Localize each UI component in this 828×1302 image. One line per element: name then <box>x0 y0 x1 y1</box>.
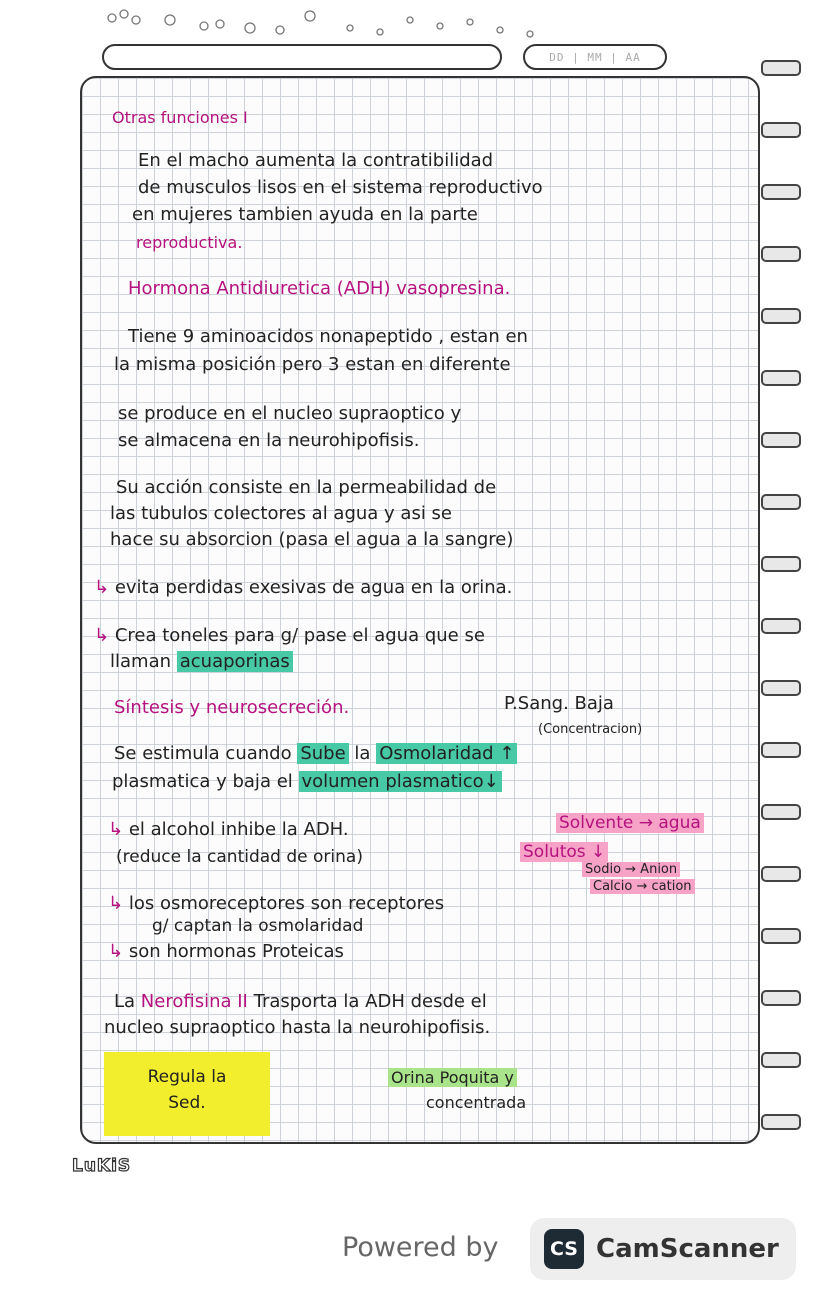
camscanner-name: CamScanner <box>596 1234 779 1264</box>
bullet-text: los osmoreceptores son receptores <box>128 893 445 914</box>
bullet-text: Crea toneles para g/ pase el agua que se <box>114 625 485 646</box>
spiral-ring <box>760 306 804 328</box>
spiral-ring <box>760 430 804 452</box>
spiral-ring <box>760 120 804 142</box>
spiral-ring <box>760 740 804 762</box>
note-line <box>114 743 517 764</box>
bullet-item <box>94 577 512 598</box>
note-line: se produce en el nucleo supraoptico y <box>118 403 462 424</box>
note-line: hace su absorcion (pasa el agua a la sangre) <box>110 529 514 550</box>
bullet-item <box>108 893 444 914</box>
section-title-otras-funciones: Otras funciones I <box>112 108 248 127</box>
spiral-ring <box>760 182 804 204</box>
highlight-calcio: Calcio → cation <box>590 879 695 894</box>
bullet-text: evita perdidas exesivas de agua en la orina. <box>114 577 513 598</box>
sticky-line: Sed. <box>168 1093 206 1113</box>
highlight-sube: Sube <box>297 743 348 764</box>
camscanner-icon: CS <box>544 1229 584 1269</box>
bullet-item <box>94 625 485 646</box>
spiral-ring <box>760 616 804 638</box>
bullet-text: llaman <box>110 651 172 672</box>
note-text: La <box>114 991 136 1012</box>
sticky-note-text <box>104 1064 270 1116</box>
camscanner-badge <box>530 1218 796 1280</box>
spiral-ring <box>760 1112 804 1134</box>
bullet-arrow-icon: ↳ <box>94 625 110 646</box>
bullet-item <box>108 819 349 840</box>
note-text: la <box>354 743 371 764</box>
highlight-solutos: Solutos ↓ <box>520 842 608 862</box>
highlight-osmolaridad: Osmolaridad ↑ <box>376 743 517 764</box>
spiral-ring <box>760 492 804 514</box>
note-line <box>112 771 502 792</box>
spiral-binding <box>760 58 810 1148</box>
note-line: de musculos lisos en el sistema reproductivo <box>138 177 543 198</box>
spiral-ring <box>760 802 804 824</box>
flower-doodles <box>100 6 540 42</box>
note-line: la misma posición pero 3 estan en diferente <box>114 354 511 375</box>
note-text: Trasporta la ADH desde el <box>253 991 487 1012</box>
spiral-ring <box>760 926 804 948</box>
note-line: En el macho aumenta la contratibilidad <box>138 150 494 171</box>
note-text: plasmatica y baja el <box>112 771 293 792</box>
highlight-volumen-plasmatico: volumen plasmatico↓ <box>299 771 502 792</box>
note-sodio <box>582 862 680 877</box>
note-nerofisina: Nerofisina II <box>140 991 248 1012</box>
note-orina: concentrada <box>426 1093 527 1112</box>
note-solutos <box>520 842 608 862</box>
note-text: Se estimula cuando <box>114 743 292 764</box>
date-field: DD | MM | AA <box>523 44 667 70</box>
spiral-ring <box>760 1050 804 1072</box>
bullet-item <box>108 941 344 962</box>
highlight-sodio: Sodio → Anion <box>582 862 680 877</box>
spiral-ring <box>760 368 804 390</box>
note-line: reproductiva. <box>136 233 243 252</box>
note-line: nucleo supraoptico hasta la neurohipofisis. <box>104 1017 491 1038</box>
note-line: las tubulos colectores al agua y asi se <box>110 503 452 524</box>
spiral-ring <box>760 244 804 266</box>
highlight-solvente: Solvente → agua <box>556 813 704 833</box>
spiral-ring <box>760 864 804 886</box>
spiral-ring <box>760 678 804 700</box>
heading-adh: Hormona Antidiuretica (ADH) vasopresina. <box>128 278 511 299</box>
spiral-ring <box>760 988 804 1010</box>
heading-sintesis: Síntesis y neurosecreción. <box>114 697 350 718</box>
note-solvente <box>556 813 704 833</box>
note-line: se almacena en la neurohipofisis. <box>118 430 420 451</box>
spiral-ring <box>760 554 804 576</box>
note-line: en mujeres tambien ayuda en la parte <box>132 204 478 225</box>
note-line: g/ captan la osmolaridad <box>152 916 364 936</box>
bullet-text: el alcohol inhibe la ADH. <box>128 819 349 840</box>
highlight-orina: Orina Poquita y <box>388 1068 517 1087</box>
note-line <box>114 991 487 1012</box>
spiral-ring <box>760 58 804 80</box>
title-field <box>102 44 502 70</box>
bullet-arrow-icon: ↳ <box>108 893 124 914</box>
signature: LuKiS <box>72 1156 132 1176</box>
bullet-arrow-icon: ↳ <box>108 941 124 962</box>
sticky-note <box>104 1052 270 1136</box>
powered-by-text: Powered by <box>342 1232 499 1263</box>
note-line <box>110 651 293 672</box>
bullet-arrow-icon: ↳ <box>108 819 124 840</box>
note-line: (reduce la cantidad de orina) <box>116 847 363 867</box>
note-line: Tiene 9 aminoacidos nonapeptido , estan en <box>128 326 528 347</box>
sticky-line: Regula la <box>147 1067 227 1087</box>
bullet-arrow-icon: ↳ <box>94 577 110 598</box>
bullet-text: son hormonas Proteicas <box>128 941 344 962</box>
note-orina <box>388 1068 517 1087</box>
highlight-acuaporinas: acuaporinas <box>177 651 293 672</box>
note-line: Su acción consiste en la permeabilidad de <box>116 477 497 498</box>
note-calcio <box>590 879 695 894</box>
note-concentracion: (Concentracion) <box>538 722 643 737</box>
note-psang: P.Sang. Baja <box>504 693 614 714</box>
